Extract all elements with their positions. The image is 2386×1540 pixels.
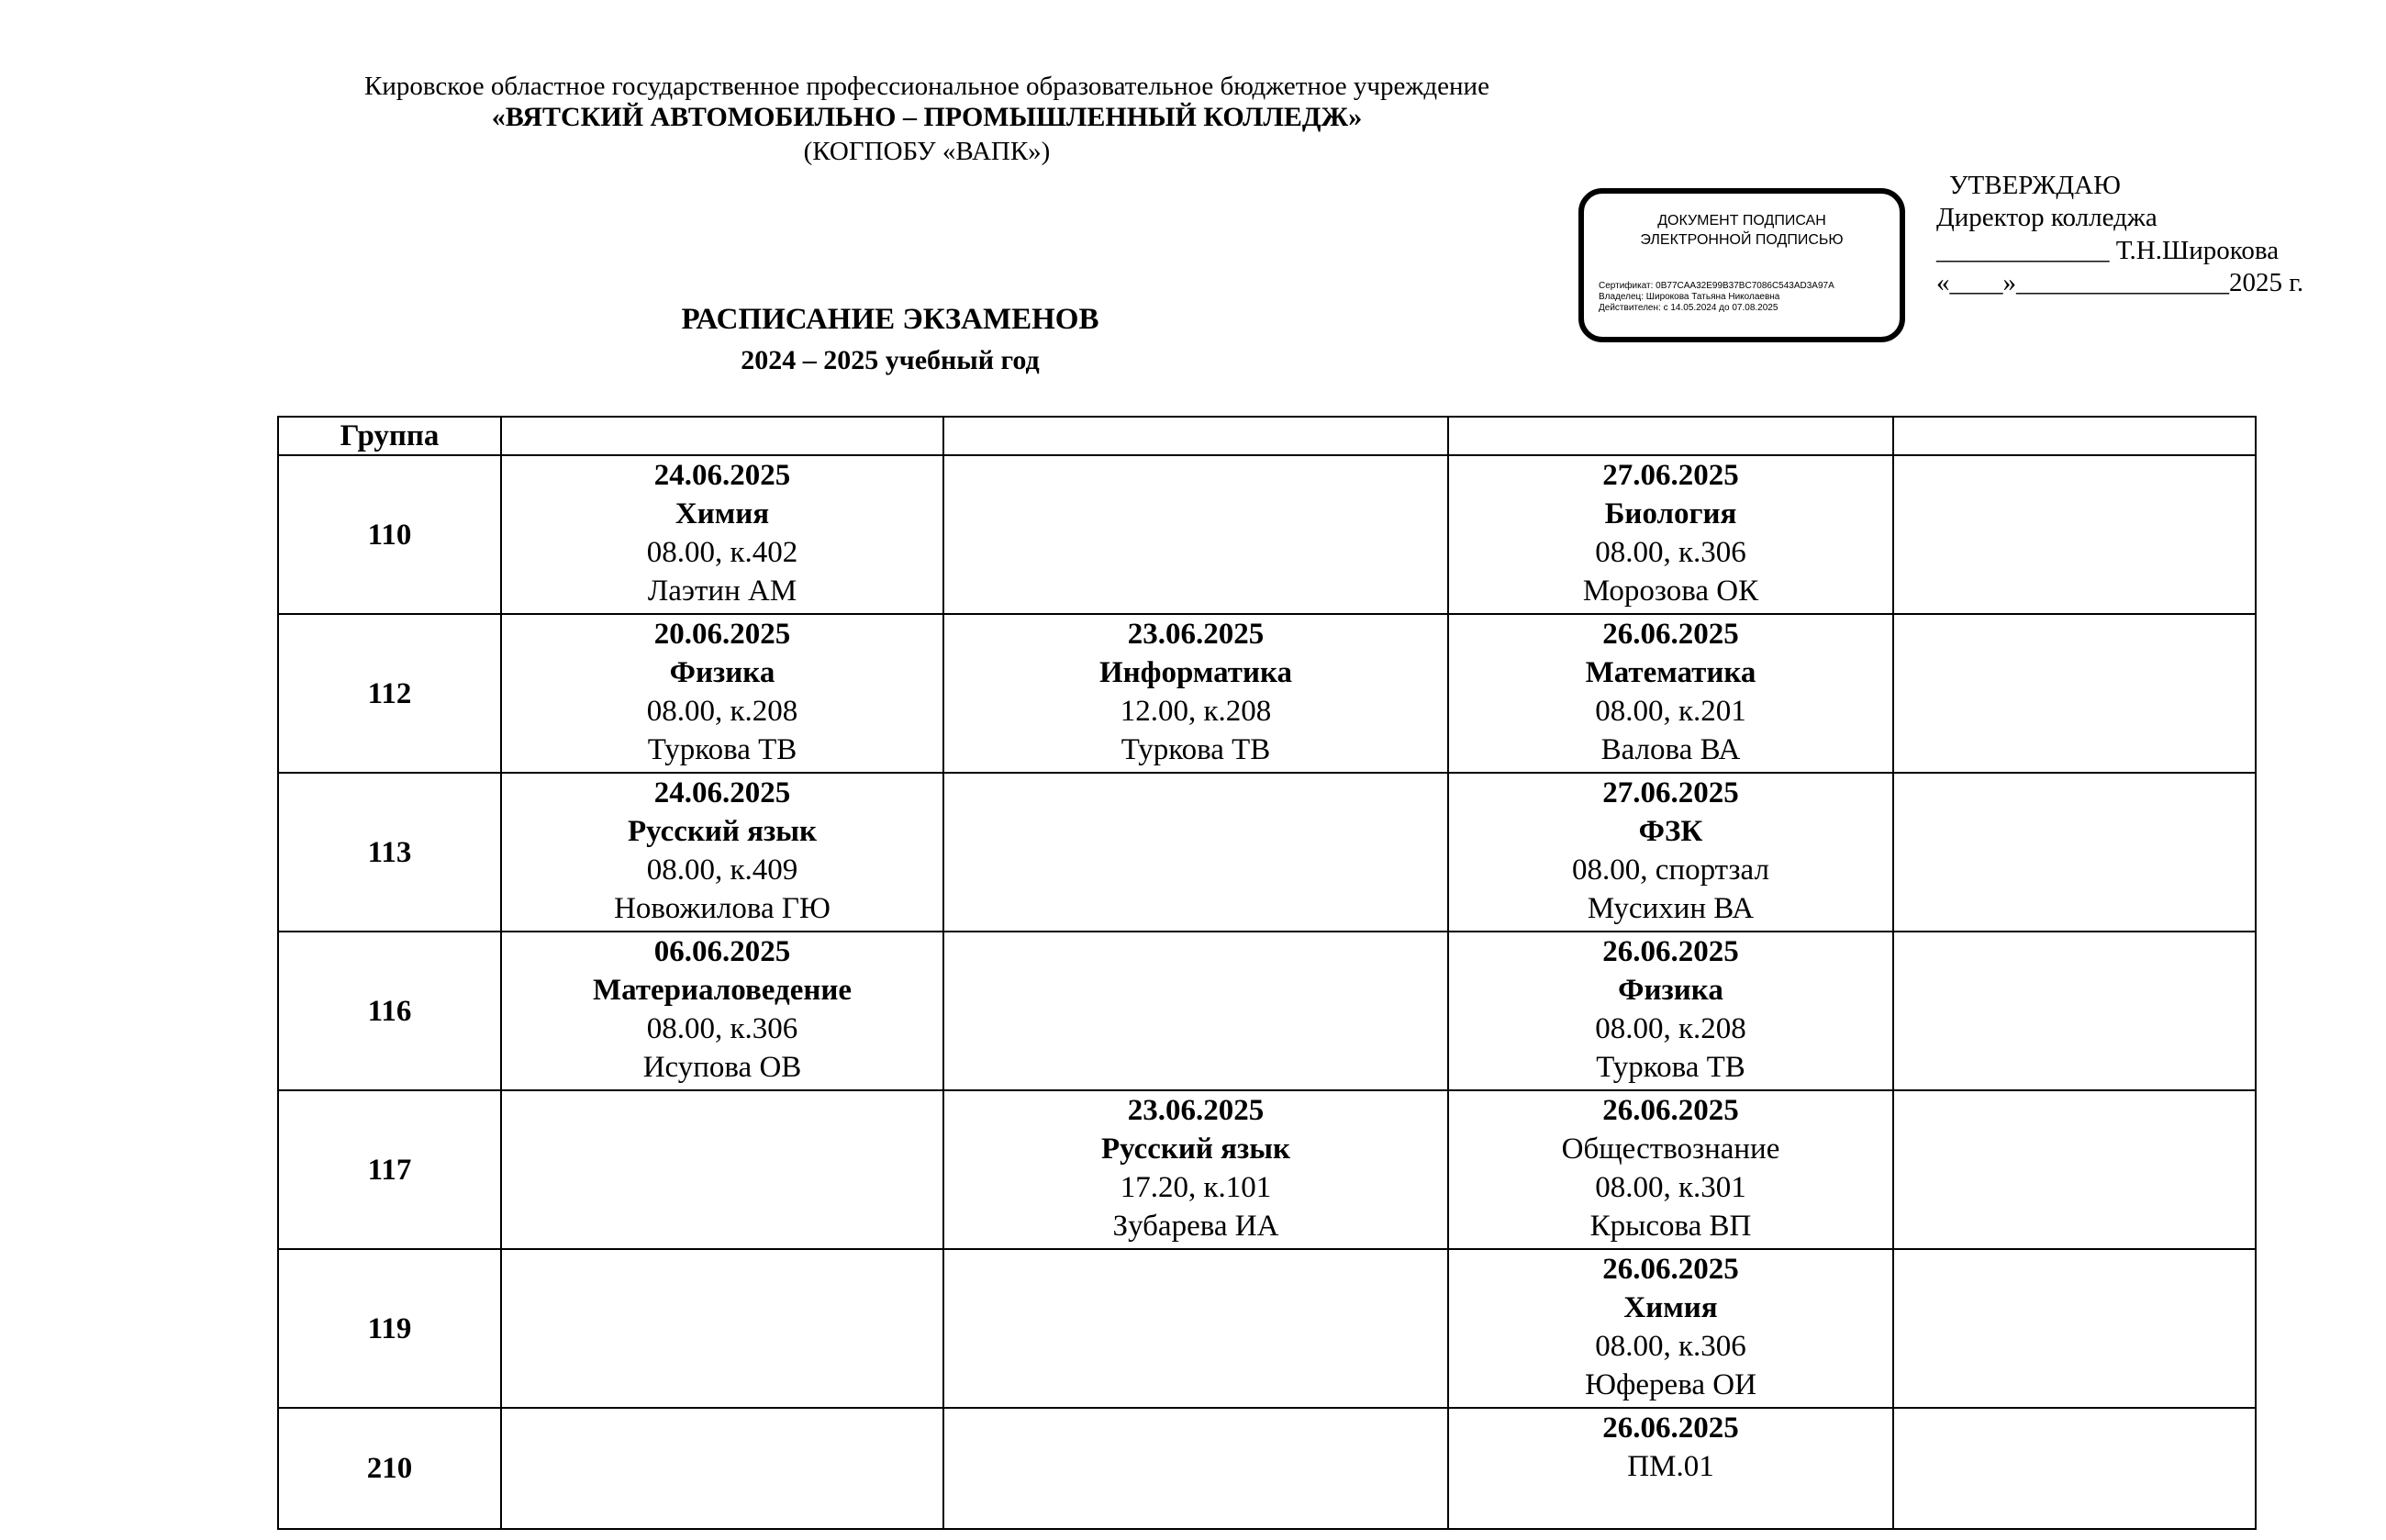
exam-schedule-table xyxy=(277,416,2257,1530)
exam-teacher: Валова ВА xyxy=(1600,733,1741,766)
stamp-certificate: Сертификат: 0B77CAA32E99B37BC7086C543AD3A97A xyxy=(1599,281,1834,291)
exam-cell xyxy=(943,932,1448,1090)
exam-time-room: 08.00, к.306 xyxy=(1595,536,1746,569)
exam-date: 26.06.2025 xyxy=(1602,1412,1739,1445)
institution-name: Кировское областное государственное профессиональное образовательное бюджетное учреждение xyxy=(364,72,1489,101)
exam-cell xyxy=(1893,455,2256,614)
table-row xyxy=(278,773,2256,932)
stamp-title-line1: ДОКУМЕНТ ПОДПИСАН xyxy=(1657,213,1826,229)
exam-subject: Физика xyxy=(1618,974,1723,1007)
exam-subject: Информатика xyxy=(1098,656,1292,689)
exam-cell xyxy=(501,1408,943,1529)
exam-date: 27.06.2025 xyxy=(1602,459,1739,492)
table-row xyxy=(278,1408,2256,1529)
group-number: 119 xyxy=(278,1249,501,1408)
table-row xyxy=(278,455,2256,614)
exam-date: 23.06.2025 xyxy=(1127,618,1265,651)
exam-teacher: Лаэтин АМ xyxy=(647,575,797,608)
exam-subject: ПМ.01 xyxy=(1627,1450,1714,1483)
exam-time-room: 12.00, к.208 xyxy=(1120,695,1272,728)
table-row xyxy=(278,932,2256,1090)
exam-cell xyxy=(943,614,1448,773)
exam-date: 20.06.2025 xyxy=(653,618,791,651)
exam-cell xyxy=(943,1249,1448,1408)
exam-cell xyxy=(1893,1249,2256,1408)
exam-cell xyxy=(1448,1408,1893,1529)
exam-cell xyxy=(501,614,943,773)
exam-cell xyxy=(1448,773,1893,932)
exam-teacher: Мусихин ВА xyxy=(1587,892,1755,925)
academic-year: 2024 – 2025 учебный год xyxy=(741,345,1040,375)
exam-time-room: 08.00, к.208 xyxy=(1595,1012,1746,1045)
stamp-validity: Действителен: с 14.05.2024 до 07.08.2025 xyxy=(1599,303,1778,313)
exam-cell xyxy=(943,1408,1448,1529)
exam-cell xyxy=(1893,614,2256,773)
exam-time-room: 17.20, к.101 xyxy=(1120,1171,1272,1204)
exam-subject: Химия xyxy=(675,497,770,530)
exam-cell xyxy=(501,773,943,932)
exam-time-room: 08.00, к.306 xyxy=(646,1012,798,1045)
exam-cell xyxy=(1448,1090,1893,1249)
exam-subject: Материаловедение xyxy=(592,974,853,1007)
exam-date: 24.06.2025 xyxy=(653,459,791,492)
exam-cell xyxy=(501,1090,943,1249)
stamp-title xyxy=(1584,212,1900,251)
exam-date: 26.06.2025 xyxy=(1602,935,1739,968)
exam-date: 26.06.2025 xyxy=(1602,1253,1739,1286)
page-title: РАСПИСАНИЕ ЭКЗАМЕНОВ xyxy=(681,303,1099,336)
exam-time-room: 08.00, к.306 xyxy=(1595,1330,1746,1363)
exam-cell xyxy=(1448,455,1893,614)
group-column-header: Группа xyxy=(278,417,501,455)
table-header-row xyxy=(278,417,2256,455)
table-row xyxy=(278,1249,2256,1408)
group-number: 117 xyxy=(278,1090,501,1249)
approval-position: Директор колледжа xyxy=(1936,203,2157,233)
exam-time-room: 08.00, спортзал xyxy=(1572,854,1769,887)
exam-time-room: 08.00, к.301 xyxy=(1595,1171,1746,1204)
exam-cell xyxy=(1893,932,2256,1090)
approval-signature-line: _____________ Т.Н.Широкова xyxy=(1936,235,2280,265)
exam-teacher: Туркова ТВ xyxy=(1596,1051,1745,1084)
exam-cell xyxy=(1893,773,2256,932)
approval-title: УТВЕРЖДАЮ xyxy=(1949,171,2121,200)
exam-teacher: Зубарева ИА xyxy=(1112,1210,1279,1243)
table-row xyxy=(278,614,2256,773)
college-name: «ВЯТСКИЙ АВТОМОБИЛЬНО – ПРОМЫШЛЕННЫЙ КОЛЛЕДЖ» xyxy=(491,102,1363,132)
exam-time-room: 08.00, к.402 xyxy=(646,536,798,569)
exam-subject: Обществознание xyxy=(1561,1133,1780,1166)
exam-time-room: 08.00, к.201 xyxy=(1595,695,1746,728)
exam-subject: Физика xyxy=(669,656,775,689)
exam-cell xyxy=(1893,1408,2256,1529)
exam-subject: Математика xyxy=(1585,656,1756,689)
exam-teacher: Туркова ТВ xyxy=(647,733,797,766)
stamp-title-line2: ЭЛЕКТРОННОЙ ПОДПИСЬЮ xyxy=(1640,231,1844,248)
exam-cell xyxy=(943,773,1448,932)
exam-cell xyxy=(1448,614,1893,773)
exam-cell xyxy=(501,1249,943,1408)
exam-cell xyxy=(943,455,1448,614)
exam-cell xyxy=(943,1090,1448,1249)
exam-cell xyxy=(1448,1249,1893,1408)
college-abbreviation: (КОГПОБУ «ВАПК») xyxy=(803,137,1051,166)
group-number: 210 xyxy=(278,1408,501,1529)
exam-time-room: 08.00, к.208 xyxy=(646,695,798,728)
exam-teacher: Крысова ВП xyxy=(1589,1210,1752,1243)
exam-subject: Русский язык xyxy=(1100,1133,1291,1166)
exam-teacher: Морозова ОК xyxy=(1582,575,1759,608)
approval-block xyxy=(1936,170,2303,300)
exam-date: 27.06.2025 xyxy=(1602,776,1739,809)
exam-date: 26.06.2025 xyxy=(1602,1094,1739,1127)
exam-date: 26.06.2025 xyxy=(1602,618,1739,651)
group-number: 110 xyxy=(278,455,501,614)
column-header xyxy=(1448,417,1893,455)
exam-date: 23.06.2025 xyxy=(1127,1094,1265,1127)
column-header xyxy=(943,417,1448,455)
group-number: 112 xyxy=(278,614,501,773)
exam-cell xyxy=(501,455,943,614)
exam-date: 06.06.2025 xyxy=(653,935,791,968)
column-header xyxy=(501,417,943,455)
approval-date-line: «____»________________2025 г. xyxy=(1936,268,2304,298)
column-header xyxy=(1893,417,2256,455)
stamp-owner: Владелец: Широкова Татьяна Николаевна xyxy=(1599,292,1780,302)
exam-cell xyxy=(1893,1090,2256,1249)
exam-date: 24.06.2025 xyxy=(653,776,791,809)
exam-cell xyxy=(501,932,943,1090)
exam-teacher: Исупова ОВ xyxy=(642,1051,802,1084)
exam-subject: Биология xyxy=(1604,497,1737,530)
group-number: 113 xyxy=(278,773,501,932)
exam-cell xyxy=(1448,932,1893,1090)
exam-teacher: Новожилова ГЮ xyxy=(614,892,831,925)
table-row xyxy=(278,1090,2256,1249)
exam-time-room: 08.00, к.409 xyxy=(646,854,798,887)
exam-teacher: Юферева ОИ xyxy=(1585,1368,1756,1401)
exam-subject: Русский язык xyxy=(627,815,818,848)
exam-subject: ФЗК xyxy=(1638,815,1703,848)
exam-subject: Химия xyxy=(1623,1291,1718,1324)
exam-teacher: Туркова ТВ xyxy=(1121,733,1271,766)
group-number: 116 xyxy=(278,932,501,1090)
